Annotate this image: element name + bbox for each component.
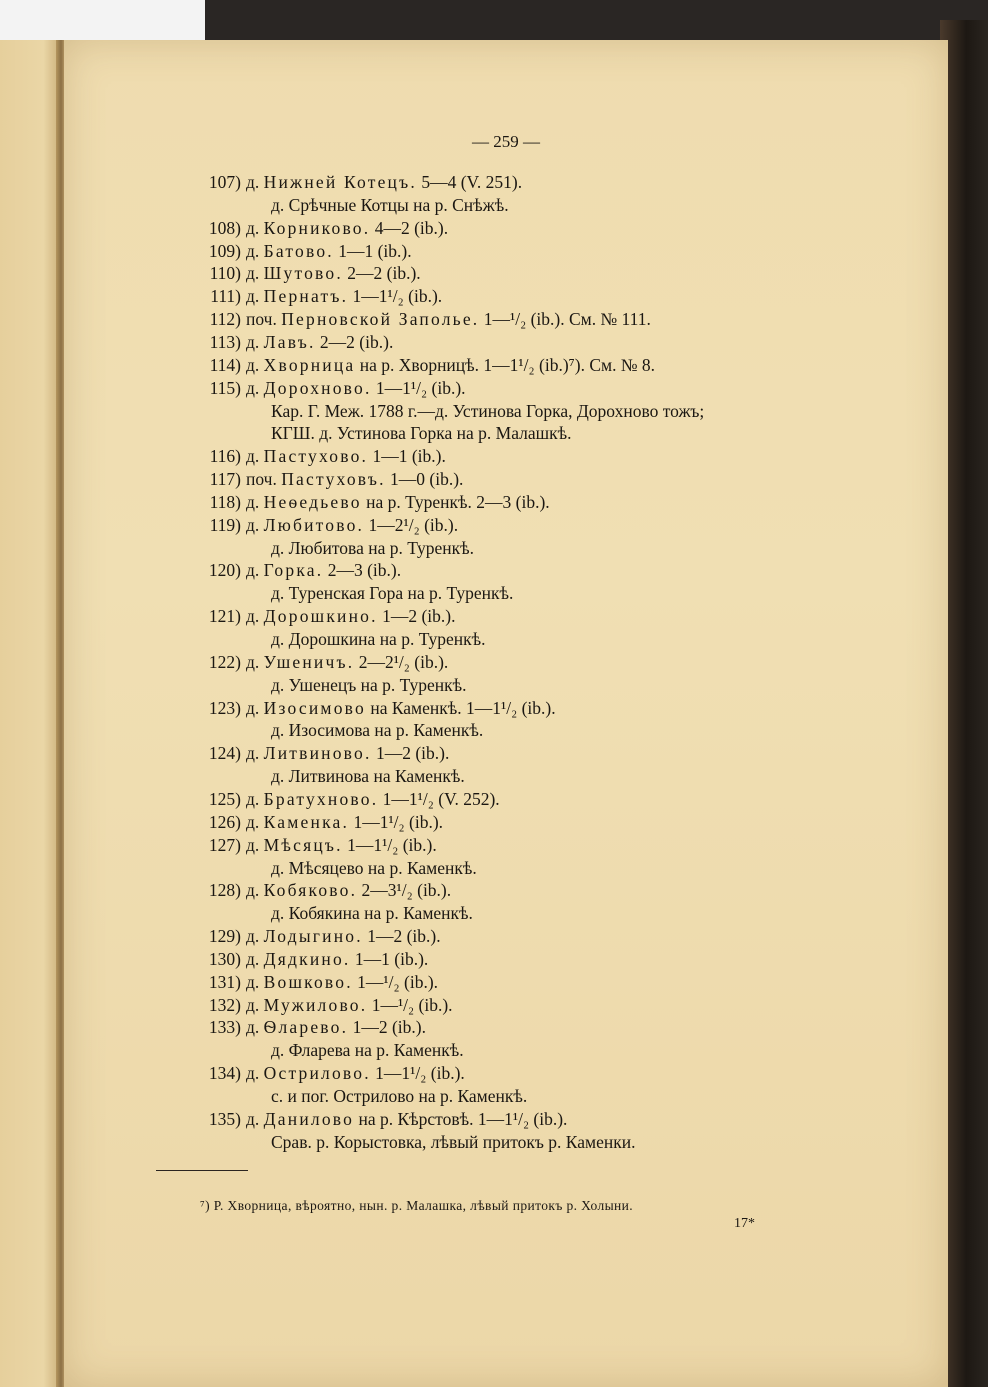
entry-number: 129) [208, 926, 241, 947]
entry-number: 111) [210, 286, 241, 307]
entry-line [246, 1016, 426, 1038]
settlement-type: д. [246, 994, 260, 1015]
entry-note: д. Дорошкина на р. Туренкѣ. [271, 629, 486, 649]
entry-line [246, 377, 466, 399]
entry-number: 110) [209, 263, 241, 284]
entry-note: д. Туренская Гора на р. Туренкѣ. [271, 583, 514, 604]
settlement-name: Ушеничъ. [263, 651, 355, 672]
entry-number: 118) [209, 491, 241, 512]
settlement-name: Данилово [263, 1108, 355, 1129]
entry-line [246, 788, 500, 810]
page-number: — 259 — [472, 132, 540, 151]
settlement-name: Лодыгино. [263, 926, 363, 947]
settlement-name: Пастухово. [263, 446, 369, 467]
entry-number: 132) [208, 994, 241, 1015]
entry-line [246, 331, 393, 353]
entry-details: 2—3¹/₂ (ib.). [361, 880, 452, 901]
entry-line [246, 468, 463, 490]
settlement-type: д. [246, 926, 260, 947]
entry-details: на р. Хворницѣ. 1—1¹/₂ (ib.)⁷). См. № 8. [359, 354, 656, 375]
entry-number: 122) [208, 651, 241, 672]
settlement-type: д. [246, 788, 260, 809]
entry-number: 123) [208, 697, 241, 718]
entry-number: 113) [209, 331, 241, 352]
entry-details: 1—¹/₂ (ib.). [357, 971, 439, 992]
entry-details: 1—2 (ib.). [382, 606, 456, 627]
settlement-type: д. [246, 286, 260, 307]
entry-line [246, 697, 556, 719]
settlement-name: Дорохново. [263, 377, 372, 398]
settlement-type: д. [246, 948, 260, 969]
settlement-name: Шутово. [263, 263, 343, 284]
entry-line [246, 879, 451, 901]
entry-details: 1—1¹/₂ (ib.). [375, 377, 466, 398]
entry-line [246, 445, 446, 467]
settlement-type: д. [246, 377, 260, 398]
entry-details: на Каменкѣ. 1—1¹/₂ (ib.). [370, 697, 556, 718]
entry-details: 2—2 (ib.). [319, 331, 394, 352]
entry-details: 1—1¹/₂ (ib.). [375, 1063, 465, 1084]
entry-details: на р. Кѣрстовѣ. 1—1¹/₂ (ib.). [358, 1108, 568, 1129]
entry-number: 116) [209, 446, 241, 467]
settlement-type: д. [246, 1108, 260, 1129]
settlement-name: Кобяково. [263, 880, 358, 901]
entry-line [246, 834, 437, 856]
entry-note: Срав. р. Корыстовка, лѣвый притокъ р. Каменки. [271, 1131, 636, 1152]
settlement-type: д. [246, 560, 260, 581]
entry-details: 1—2 (ib.). [375, 743, 450, 764]
entry-line [246, 651, 448, 673]
entry-line [246, 925, 441, 947]
entry-details: 1—¹/₂ (ib.). См. № 111. [483, 309, 651, 330]
entry-note: д. Ушенецъ на р. Туренкѣ. [271, 674, 467, 695]
entry-details: 5—4 (V. 251). [421, 172, 523, 192]
settlement-name: Острилово. [263, 1063, 371, 1084]
entry-details: 1—1 (ib.). [354, 948, 429, 969]
entry-note: д. Литвинова на Каменкѣ. [271, 766, 465, 787]
settlement-name: Неѳедьево [263, 491, 362, 512]
settlement-name: Литвиново. [263, 743, 372, 764]
settlement-name: Дорошкино. [263, 606, 378, 627]
entry-number: 117) [209, 469, 241, 490]
settlement-type: поч. [246, 309, 277, 330]
entry-note: д. Фларева на р. Каменкѣ. [271, 1040, 464, 1061]
entry-line [246, 994, 453, 1016]
entry-note: КГШ. д. Устинова Горка на р. Малашкѣ. [271, 423, 572, 444]
settlement-name: Горка. [263, 560, 324, 581]
entry-details: 1—2 (ib.). [367, 926, 441, 947]
entry-details: 1—1¹/₂ (ib.). [347, 834, 437, 855]
settlement-type: д. [246, 811, 260, 832]
entry-line [246, 285, 442, 307]
settlement-type: д. [246, 354, 260, 375]
entry-note: д. Мѣсяцево на р. Каменкѣ. [271, 857, 477, 878]
entry-line [246, 605, 455, 627]
entry-line [246, 354, 655, 376]
entry-line [246, 308, 651, 330]
entry-number: 128) [208, 880, 241, 901]
entry-note: д. Любитова на р. Туренкѣ. [271, 537, 475, 558]
entry-details: на р. Туренкѣ. 2—3 (ib.). [366, 491, 550, 512]
settlement-name: Каменка. [263, 811, 350, 832]
entry-number: 127) [208, 834, 241, 855]
entry-details: 4—2 (ib.). [374, 217, 449, 238]
entry-number: 121) [208, 606, 241, 627]
entry-details: 2—2¹/₂ (ib.). [358, 651, 449, 672]
settlement-type: поч. [246, 469, 277, 490]
book-page [64, 40, 948, 1387]
entry-line [246, 217, 448, 239]
entry-line [246, 514, 458, 536]
entry-line [246, 971, 438, 993]
entry-details: 1—1¹/₂ (V. 252). [382, 788, 500, 809]
entry-details: 1—1 (ib.). [338, 240, 412, 261]
entry-number: 133) [208, 1017, 241, 1038]
settlement-name: Братухново. [263, 788, 379, 809]
entry-number: 131) [208, 971, 241, 992]
entry-line [246, 491, 550, 513]
settlement-name: Лавъ. [263, 331, 316, 352]
entry-number: 125) [208, 788, 241, 809]
settlement-name: Дядкино. [263, 948, 351, 969]
settlement-name: Вошково. [263, 971, 353, 992]
entry-number: 109) [208, 240, 241, 261]
entry-note: с. и пог. Острилово на р. Каменкѣ. [271, 1086, 528, 1106]
settlement-name: Мужилово. [263, 994, 368, 1015]
entry-details: 2—2 (ib.). [347, 263, 421, 284]
entry-number: 135) [208, 1108, 241, 1129]
entry-line [246, 171, 522, 193]
settlement-name: Любитово. [263, 514, 365, 535]
signature-mark: 17* [734, 1216, 755, 1231]
entry-details: 1—2 (ib.). [352, 1017, 426, 1038]
settlement-type: д. [246, 446, 260, 467]
entry-details: 1—¹/₂ (ib.). [371, 994, 453, 1015]
entry-line [246, 262, 421, 284]
entry-line [246, 811, 443, 833]
entry-number: 120) [208, 560, 241, 581]
entry-details: 2—3 (ib.). [327, 560, 402, 581]
settlement-name: Пастуховъ. [281, 469, 386, 490]
settlement-name: Батово. [263, 240, 334, 261]
settlement-type: д. [246, 491, 260, 512]
entry-note: д. Срѣчные Котцы на р. Снѣжѣ. [271, 194, 509, 215]
settlement-name: Мѣсяцъ. [263, 834, 343, 855]
settlement-name: Изосимово [263, 697, 366, 718]
settlement-type: д. [246, 651, 260, 672]
entry-number: 115) [209, 377, 241, 398]
left-page-edge [0, 40, 62, 1387]
settlement-type: д. [246, 880, 260, 901]
footnote: ⁷) Р. Хворница, вѣроятно, нын. р. Малашка, лѣвый притокъ р. Холыни. [200, 1198, 634, 1213]
entry-line [246, 559, 401, 581]
settlement-type: д. [246, 697, 260, 718]
entry-line [246, 948, 428, 970]
settlement-type: д. [246, 1017, 260, 1038]
footnote-rule [156, 1170, 248, 1171]
settlement-type: д. [246, 331, 260, 352]
entry-number: 114) [209, 354, 241, 375]
entry-line [246, 1108, 567, 1130]
settlement-type: д. [246, 1063, 260, 1084]
entry-number: 126) [208, 811, 241, 832]
entry-number: 134) [208, 1063, 241, 1084]
entry-line [246, 1062, 465, 1084]
entry-details: 1—1¹/₂ (ib.). [353, 811, 444, 832]
entry-number: 119) [209, 514, 241, 535]
entry-details: 1—1¹/₂ (ib.). [352, 286, 443, 307]
entry-line [246, 240, 412, 262]
settlement-name: Перновской Заполье. [281, 309, 480, 330]
entry-note: д. Кобякина на р. Каменкѣ. [271, 903, 473, 924]
entry-number: 130) [208, 948, 241, 969]
settlement-type: д. [246, 172, 260, 192]
settlement-type: д. [246, 743, 260, 764]
settlement-type: д. [246, 240, 260, 261]
background-strip [0, 0, 205, 40]
entry-number: 108) [208, 217, 241, 238]
entry-line [246, 742, 449, 764]
entry-details: 1—1 (ib.). [372, 446, 446, 467]
settlement-type: д. [246, 834, 260, 855]
settlement-name: Нижней Котецъ. [263, 172, 417, 192]
settlement-type: д. [246, 606, 260, 627]
entry-number: 112) [209, 309, 241, 330]
settlement-name: Хворница [263, 354, 356, 375]
settlement-type: д. [246, 217, 260, 238]
entry-note: д. Изосимова на р. Каменкѣ. [271, 720, 484, 741]
settlement-type: д. [246, 971, 260, 992]
settlement-type: д. [246, 263, 260, 284]
entry-number: 124) [208, 743, 241, 764]
settlement-type: д. [246, 514, 260, 535]
entry-note: Кар. Г. Меж. 1788 г.—д. Устинова Горка, Дорохново тожъ; [271, 400, 705, 421]
entry-number: 107) [208, 172, 241, 192]
settlement-name: Пернатъ. [263, 286, 349, 307]
entry-details: 1—0 (ib.). [390, 469, 464, 490]
settlement-name: Корниково. [263, 217, 371, 238]
settlement-name: Ѳларево. [263, 1017, 349, 1038]
entry-details: 1—2¹/₂ (ib.). [368, 514, 459, 535]
